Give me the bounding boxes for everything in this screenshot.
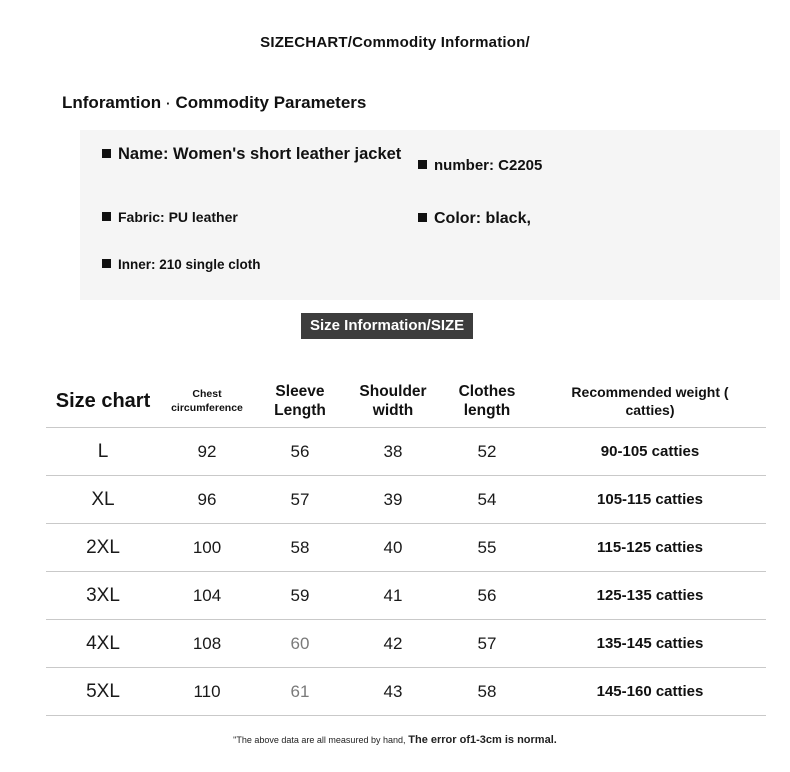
table-row (46, 524, 766, 572)
information-heading (62, 93, 366, 113)
cell-size: 5XL (46, 668, 160, 716)
header-recommended-line1: Recommended weight ( (571, 384, 729, 400)
header-chest-line1: Chest (192, 388, 222, 401)
table-row (46, 476, 766, 524)
measurement-footnote (0, 734, 790, 746)
footnote-part2: The error of1-3cm is normal. (408, 734, 557, 746)
header-recommended-line2: catties) (625, 401, 675, 418)
header-sleeve-line1: Sleeve (275, 382, 325, 400)
header-shoulder-width (346, 376, 440, 428)
cell-chest: 104 (160, 572, 254, 620)
size-table-container (46, 376, 766, 716)
size-table-header (46, 376, 766, 428)
cell-sleeve: 56 (254, 428, 346, 476)
information-heading-main: Lnforamtion (62, 93, 162, 112)
cell-size: XL (46, 476, 160, 524)
cell-weight: 115-125 catties (534, 524, 766, 572)
cell-sleeve: 61 (254, 668, 346, 716)
cell-weight: 125-135 catties (534, 572, 766, 620)
parameter-number-text: number: C2205 (434, 157, 543, 174)
parameter-name (102, 144, 402, 166)
commodity-parameters-panel (80, 130, 780, 300)
cell-shoulder: 41 (346, 572, 440, 620)
footnote-part1: "The above data are all measured by hand, (233, 735, 406, 745)
square-bullet-icon (102, 212, 111, 221)
cell-weight: 135-145 catties (534, 620, 766, 668)
cell-shoulder: 43 (346, 668, 440, 716)
cell-shoulder: 38 (346, 428, 440, 476)
page-title: SIZECHART/Commodity Information/ (260, 34, 530, 51)
header-shoulder-line2: width (372, 401, 414, 419)
table-row (46, 668, 766, 716)
cell-length: 55 (440, 524, 534, 572)
cell-chest: 110 (160, 668, 254, 716)
square-bullet-icon (418, 213, 427, 222)
header-clothes-line2: length (463, 401, 511, 419)
parameter-name-text: Name: Women's short leather jacket (118, 145, 402, 163)
size-table-body (46, 428, 766, 716)
size-information-banner: Size Information/SIZE (301, 313, 473, 339)
cell-size: 4XL (46, 620, 160, 668)
cell-shoulder: 42 (346, 620, 440, 668)
cell-chest: 92 (160, 428, 254, 476)
cell-length: 52 (440, 428, 534, 476)
table-row (46, 572, 766, 620)
header-chest-line2: circumference (171, 401, 243, 414)
heading-separator-dot: · (166, 96, 171, 112)
cell-sleeve: 59 (254, 572, 346, 620)
parameter-color-text: Color: black, (434, 210, 531, 227)
cell-chest: 108 (160, 620, 254, 668)
header-clothes-line1: Clothes (458, 382, 516, 400)
parameter-inner-text: Inner: 210 single cloth (118, 257, 261, 272)
cell-size: 3XL (46, 572, 160, 620)
cell-weight: 90-105 catties (534, 428, 766, 476)
header-clothes-length (440, 376, 534, 428)
cell-length: 54 (440, 476, 534, 524)
cell-weight: 145-160 catties (534, 668, 766, 716)
parameter-fabric-text: Fabric: PU leather (118, 209, 238, 225)
parameter-fabric (102, 208, 238, 226)
square-bullet-icon (102, 149, 111, 158)
cell-shoulder: 40 (346, 524, 440, 572)
header-shoulder-line1: Shoulder (359, 382, 427, 400)
cell-length: 56 (440, 572, 534, 620)
table-row (46, 620, 766, 668)
cell-shoulder: 39 (346, 476, 440, 524)
information-heading-sub: Commodity Parameters (175, 93, 367, 112)
square-bullet-icon (418, 160, 427, 169)
square-bullet-icon (102, 259, 111, 268)
header-sleeve-length (254, 376, 346, 428)
table-header-row (46, 376, 766, 428)
cell-length: 57 (440, 620, 534, 668)
cell-sleeve: 57 (254, 476, 346, 524)
header-sleeve-line2: Length (274, 401, 326, 419)
parameter-number (418, 156, 542, 176)
header-size-chart: Size chart (46, 376, 160, 428)
table-row (46, 428, 766, 476)
header-recommended-weight (534, 376, 766, 428)
cell-chest: 100 (160, 524, 254, 572)
cell-sleeve: 60 (254, 620, 346, 668)
cell-chest: 96 (160, 476, 254, 524)
parameter-inner (102, 256, 261, 274)
parameter-color (418, 208, 531, 229)
header-chest-circumference (160, 376, 254, 428)
cell-length: 58 (440, 668, 534, 716)
cell-weight: 105-115 catties (534, 476, 766, 524)
cell-size: 2XL (46, 524, 160, 572)
cell-sleeve: 58 (254, 524, 346, 572)
size-table (46, 376, 766, 716)
cell-size: L (46, 428, 160, 476)
